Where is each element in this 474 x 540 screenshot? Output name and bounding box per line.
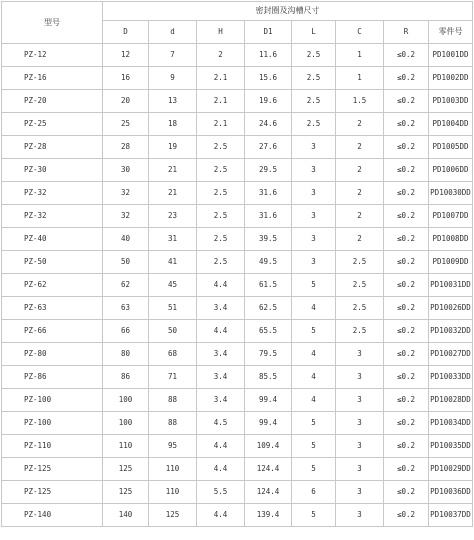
- r-cell: ≤0.2: [384, 44, 429, 67]
- table-row: [2, 297, 473, 320]
- h-cell: 2.5: [197, 228, 245, 251]
- d1-cell: 11.6: [245, 44, 292, 67]
- r-cell: ≤0.2: [384, 366, 429, 389]
- part-number-cell: PD1006DD: [429, 159, 473, 182]
- c-cell: 3: [336, 343, 384, 366]
- l-cell: 2.5: [292, 90, 336, 113]
- d-inner-cell: 41: [149, 251, 197, 274]
- d-outer-cell: 110: [103, 435, 149, 458]
- d-inner-cell: 45: [149, 274, 197, 297]
- c-cell: 3: [336, 458, 384, 481]
- c-cell: 2.5: [336, 320, 384, 343]
- table-row: [2, 458, 473, 481]
- d-outer-cell: 40: [103, 228, 149, 251]
- d1-cell: 62.5: [245, 297, 292, 320]
- r-cell: ≤0.2: [384, 228, 429, 251]
- part-number-cell: PD1004DD: [429, 113, 473, 136]
- r-cell: ≤0.2: [384, 297, 429, 320]
- l-cell: 5: [292, 412, 336, 435]
- l-cell: 5: [292, 320, 336, 343]
- h-cell: 4.4: [197, 435, 245, 458]
- h-cell: 2.5: [197, 205, 245, 228]
- part-number-cell: PD10033DD: [429, 366, 473, 389]
- h-cell: 3.4: [197, 297, 245, 320]
- d-outer-cell: 30: [103, 159, 149, 182]
- d1-cell: 139.4: [245, 504, 292, 527]
- table-row: [2, 113, 473, 136]
- l-cell: 6: [292, 481, 336, 504]
- d1-cell: 124.4: [245, 458, 292, 481]
- part-number-cell: PD10036DD: [429, 481, 473, 504]
- h-cell: 4.4: [197, 274, 245, 297]
- d-outer-cell: 32: [103, 205, 149, 228]
- d1-cell: 85.5: [245, 366, 292, 389]
- part-number-cell: PD10029DD: [429, 458, 473, 481]
- l-cell: 2.5: [292, 44, 336, 67]
- part-number-cell: PD1009DD: [429, 251, 473, 274]
- model-cell: PZ-63: [2, 297, 103, 320]
- model-cell: PZ-30: [2, 159, 103, 182]
- d-outer-cell: 12: [103, 44, 149, 67]
- l-cell: 3: [292, 182, 336, 205]
- d-outer-cell: 62: [103, 274, 149, 297]
- d-outer-cell: 100: [103, 389, 149, 412]
- column-header-C: C: [336, 21, 384, 44]
- part-number-cell: PD1007DD: [429, 205, 473, 228]
- table-row: [2, 504, 473, 527]
- d1-cell: 31.6: [245, 182, 292, 205]
- part-number-cell: PD10027DD: [429, 343, 473, 366]
- c-cell: 2: [336, 136, 384, 159]
- d-outer-cell: 140: [103, 504, 149, 527]
- part-number-cell: PD10037DD: [429, 504, 473, 527]
- r-cell: ≤0.2: [384, 90, 429, 113]
- c-cell: 3: [336, 366, 384, 389]
- model-cell: PZ-110: [2, 435, 103, 458]
- model-cell: PZ-16: [2, 67, 103, 90]
- part-number-cell: PD1008DD: [429, 228, 473, 251]
- d-inner-cell: 23: [149, 205, 197, 228]
- d-inner-cell: 9: [149, 67, 197, 90]
- h-cell: 2.1: [197, 67, 245, 90]
- table-row: [2, 251, 473, 274]
- l-cell: 2.5: [292, 67, 336, 90]
- r-cell: ≤0.2: [384, 504, 429, 527]
- c-cell: 3: [336, 504, 384, 527]
- c-cell: 2.5: [336, 274, 384, 297]
- model-cell: PZ-100: [2, 412, 103, 435]
- r-cell: ≤0.2: [384, 136, 429, 159]
- h-cell: 2.5: [197, 136, 245, 159]
- model-cell: PZ-125: [2, 481, 103, 504]
- table-row: [2, 435, 473, 458]
- table-row: [2, 136, 473, 159]
- h-cell: 4.4: [197, 458, 245, 481]
- c-cell: 3: [336, 412, 384, 435]
- l-cell: 3: [292, 136, 336, 159]
- c-cell: 2.5: [336, 251, 384, 274]
- d-outer-cell: 86: [103, 366, 149, 389]
- d-outer-cell: 25: [103, 113, 149, 136]
- l-cell: 3: [292, 205, 336, 228]
- table-row: [2, 205, 473, 228]
- h-cell: 4.4: [197, 320, 245, 343]
- r-cell: ≤0.2: [384, 458, 429, 481]
- r-cell: ≤0.2: [384, 389, 429, 412]
- model-cell: PZ-125: [2, 458, 103, 481]
- r-cell: ≤0.2: [384, 113, 429, 136]
- c-cell: 1: [336, 44, 384, 67]
- h-cell: 5.5: [197, 481, 245, 504]
- table-row: [2, 67, 473, 90]
- d-outer-cell: 28: [103, 136, 149, 159]
- h-cell: 3.4: [197, 366, 245, 389]
- part-number-cell: PD10028DD: [429, 389, 473, 412]
- d1-cell: 49.5: [245, 251, 292, 274]
- c-cell: 2: [336, 228, 384, 251]
- d1-cell: 99.4: [245, 389, 292, 412]
- d-outer-cell: 32: [103, 182, 149, 205]
- model-cell: PZ-86: [2, 366, 103, 389]
- d-outer-cell: 16: [103, 67, 149, 90]
- model-cell: PZ-28: [2, 136, 103, 159]
- h-cell: 4.5: [197, 412, 245, 435]
- r-cell: ≤0.2: [384, 182, 429, 205]
- d-inner-cell: 31: [149, 228, 197, 251]
- column-header-H: H: [197, 21, 245, 44]
- d-outer-cell: 100: [103, 412, 149, 435]
- d1-cell: 65.5: [245, 320, 292, 343]
- d-inner-cell: 18: [149, 113, 197, 136]
- part-number-cell: PD1002DD: [429, 67, 473, 90]
- dimension-group-header: 密封圈及沟槽尺寸: [103, 2, 473, 21]
- d-inner-cell: 110: [149, 481, 197, 504]
- model-cell: PZ-66: [2, 320, 103, 343]
- part-number-cell: PD10031DD: [429, 274, 473, 297]
- r-cell: ≤0.2: [384, 274, 429, 297]
- table-row: [2, 182, 473, 205]
- table-row: [2, 412, 473, 435]
- l-cell: 3: [292, 251, 336, 274]
- model-cell: PZ-25: [2, 113, 103, 136]
- d-inner-cell: 68: [149, 343, 197, 366]
- d-inner-cell: 13: [149, 90, 197, 113]
- l-cell: 4: [292, 389, 336, 412]
- d-inner-cell: 7: [149, 44, 197, 67]
- d-inner-cell: 19: [149, 136, 197, 159]
- h-cell: 2.5: [197, 251, 245, 274]
- d-inner-cell: 88: [149, 389, 197, 412]
- d-inner-cell: 95: [149, 435, 197, 458]
- l-cell: 5: [292, 435, 336, 458]
- c-cell: 1: [336, 67, 384, 90]
- column-header-L: L: [292, 21, 336, 44]
- column-header-R: R: [384, 21, 429, 44]
- d1-cell: 29.5: [245, 159, 292, 182]
- d-inner-cell: 71: [149, 366, 197, 389]
- column-header-d: d: [149, 21, 197, 44]
- header-row-top: [2, 2, 473, 21]
- r-cell: ≤0.2: [384, 251, 429, 274]
- table-row: [2, 228, 473, 251]
- c-cell: 2: [336, 159, 384, 182]
- table-row: [2, 90, 473, 113]
- l-cell: 4: [292, 343, 336, 366]
- c-cell: 3: [336, 389, 384, 412]
- c-cell: 2: [336, 205, 384, 228]
- d-inner-cell: 21: [149, 159, 197, 182]
- d1-cell: 24.6: [245, 113, 292, 136]
- d1-cell: 109.4: [245, 435, 292, 458]
- d-outer-cell: 125: [103, 458, 149, 481]
- d1-cell: 39.5: [245, 228, 292, 251]
- d1-cell: 19.6: [245, 90, 292, 113]
- h-cell: 3.4: [197, 343, 245, 366]
- r-cell: ≤0.2: [384, 320, 429, 343]
- table-row: [2, 274, 473, 297]
- table-row: [2, 343, 473, 366]
- table-row: [2, 44, 473, 67]
- table-row: [2, 481, 473, 504]
- part-number-cell: PD1005DD: [429, 136, 473, 159]
- part-number-cell: PD1001DD: [429, 44, 473, 67]
- l-cell: 3: [292, 159, 336, 182]
- d-outer-cell: 50: [103, 251, 149, 274]
- h-cell: 2.1: [197, 113, 245, 136]
- c-cell: 3: [336, 435, 384, 458]
- l-cell: 2.5: [292, 113, 336, 136]
- model-cell: PZ-80: [2, 343, 103, 366]
- model-cell: PZ-32: [2, 205, 103, 228]
- l-cell: 4: [292, 297, 336, 320]
- l-cell: 3: [292, 228, 336, 251]
- part-number-cell: PD10032DD: [429, 320, 473, 343]
- r-cell: ≤0.2: [384, 435, 429, 458]
- d-inner-cell: 88: [149, 412, 197, 435]
- c-cell: 3: [336, 481, 384, 504]
- table-row: [2, 366, 473, 389]
- r-cell: ≤0.2: [384, 67, 429, 90]
- model-cell: PZ-40: [2, 228, 103, 251]
- r-cell: ≤0.2: [384, 412, 429, 435]
- model-cell: PZ-140: [2, 504, 103, 527]
- table-row: [2, 159, 473, 182]
- c-cell: 2.5: [336, 297, 384, 320]
- spec-table-container: [1, 1, 473, 527]
- d-inner-cell: 110: [149, 458, 197, 481]
- r-cell: ≤0.2: [384, 343, 429, 366]
- table-row: [2, 320, 473, 343]
- d-inner-cell: 50: [149, 320, 197, 343]
- l-cell: 5: [292, 274, 336, 297]
- column-header-part-number: 零件号: [429, 21, 473, 44]
- d-outer-cell: 125: [103, 481, 149, 504]
- h-cell: 2.5: [197, 182, 245, 205]
- h-cell: 2.1: [197, 90, 245, 113]
- part-number-cell: PD10034DD: [429, 412, 473, 435]
- c-cell: 1.5: [336, 90, 384, 113]
- d1-cell: 124.4: [245, 481, 292, 504]
- d1-cell: 31.6: [245, 205, 292, 228]
- c-cell: 2: [336, 182, 384, 205]
- l-cell: 4: [292, 366, 336, 389]
- d1-cell: 79.5: [245, 343, 292, 366]
- model-cell: PZ-20: [2, 90, 103, 113]
- d1-cell: 15.6: [245, 67, 292, 90]
- h-cell: 2.5: [197, 159, 245, 182]
- column-header-D: D: [103, 21, 149, 44]
- d1-cell: 99.4: [245, 412, 292, 435]
- column-header-D1: D1: [245, 21, 292, 44]
- part-number-cell: PD10030DD: [429, 182, 473, 205]
- d-inner-cell: 125: [149, 504, 197, 527]
- part-number-cell: PD10026DD: [429, 297, 473, 320]
- d1-cell: 27.6: [245, 136, 292, 159]
- h-cell: 2: [197, 44, 245, 67]
- d-outer-cell: 66: [103, 320, 149, 343]
- l-cell: 5: [292, 504, 336, 527]
- h-cell: 4.4: [197, 504, 245, 527]
- model-cell: PZ-50: [2, 251, 103, 274]
- c-cell: 2: [336, 113, 384, 136]
- r-cell: ≤0.2: [384, 481, 429, 504]
- l-cell: 5: [292, 458, 336, 481]
- part-number-cell: PD1003DD: [429, 90, 473, 113]
- model-cell: PZ-32: [2, 182, 103, 205]
- model-cell: PZ-12: [2, 44, 103, 67]
- table-row: [2, 389, 473, 412]
- d-inner-cell: 21: [149, 182, 197, 205]
- h-cell: 3.4: [197, 389, 245, 412]
- d-outer-cell: 80: [103, 343, 149, 366]
- d-outer-cell: 63: [103, 297, 149, 320]
- r-cell: ≤0.2: [384, 159, 429, 182]
- model-cell: PZ-100: [2, 389, 103, 412]
- d1-cell: 61.5: [245, 274, 292, 297]
- d-outer-cell: 20: [103, 90, 149, 113]
- part-number-cell: PD10035DD: [429, 435, 473, 458]
- d-inner-cell: 51: [149, 297, 197, 320]
- r-cell: ≤0.2: [384, 205, 429, 228]
- model-column-header: 型号: [2, 2, 103, 44]
- seal-groove-dimension-table: [1, 1, 473, 527]
- model-cell: PZ-62: [2, 274, 103, 297]
- table-body: [2, 44, 473, 527]
